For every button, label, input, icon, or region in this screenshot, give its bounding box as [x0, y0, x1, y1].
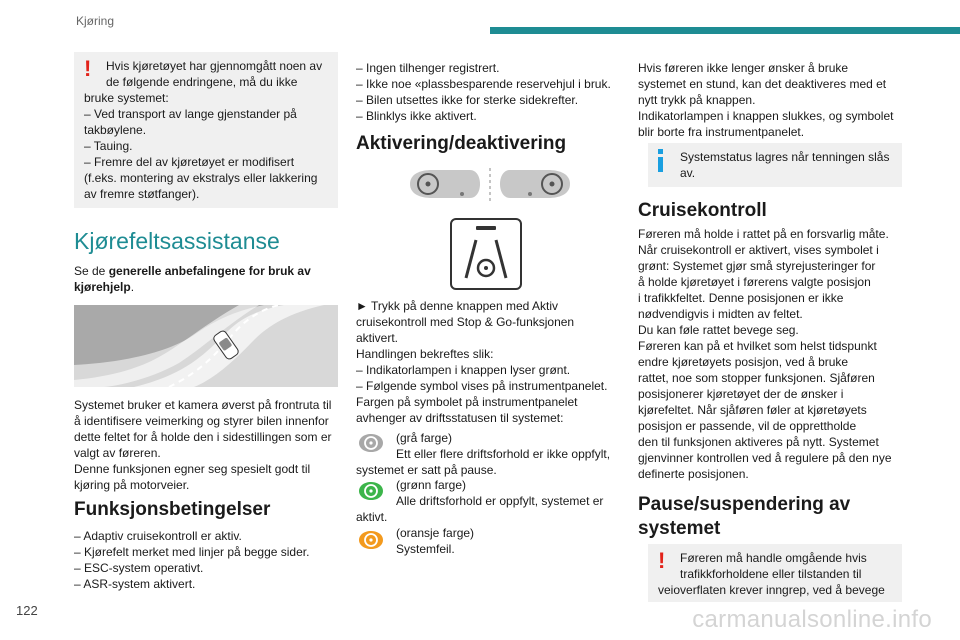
body-line: Føreren kan på et hvilket som helst tidspunkt [638, 339, 877, 353]
steering-wheel-controls-illustration [410, 164, 570, 204]
list-item: – Ingen tilhenger registrert. [356, 61, 500, 75]
heading-cruise-control: Cruisekontroll [638, 200, 767, 221]
status-label: (grønn farge) [396, 478, 467, 492]
body-line: blir borte fra instrumentpanelet. [638, 125, 805, 139]
body-line: avhenger av driftsstatusen til systemet: [356, 411, 564, 425]
warning-icon: ! [658, 548, 666, 573]
body-line: definerte posisjonen. [638, 467, 749, 481]
header-accent-bar [490, 27, 960, 34]
body-line: Handlingen bekreftes slik: [356, 347, 494, 361]
page-number: 122 [16, 603, 38, 618]
body-line: nødvendigvis i midten av feltet. [638, 307, 803, 321]
lane-assist-description [74, 397, 338, 493]
intro-bold: generelle anbefalingene for bruk av [108, 264, 311, 278]
cruise-control-description [638, 226, 902, 482]
warning-line: Hvis kjøretøyet har gjennomgått noen av [106, 59, 323, 73]
watermark: carmanualsonline.info [692, 606, 932, 633]
info-icon [658, 149, 664, 171]
body-line: Systemet bruker et kamera øverst på frontruta til [74, 398, 332, 412]
list-item: – ESC-system operativt. [74, 561, 204, 575]
warning-line: veioverflaten krever inngrep, ved å bevege [658, 583, 885, 597]
warning-line: bruke systemet: [84, 91, 169, 105]
warning-line: takbøylene. [84, 123, 147, 137]
warning-line: de følgende endringene, må du ikke [106, 75, 298, 89]
heading-pause-line: systemet [638, 518, 721, 539]
warning-line: av fremre støtfanger). [84, 187, 200, 201]
body-line: grønt: Systemet gjør små styrejusteringer for [638, 259, 876, 273]
body-line: Når cruisekontroll er aktivert, vises symbolet i [638, 243, 879, 257]
info-line: Systemstatus lagres når tenningen slås [680, 150, 890, 164]
body-line: kjørefeltet. Når sjåføren føler at kjøretøyets [638, 403, 867, 417]
body-line: i trafikkfeltet. Denne posisjonen er ikke [638, 291, 844, 305]
status-text: aktivt. [356, 510, 388, 524]
intro-prefix: Se de [74, 264, 109, 278]
list-item: – Bilen utsettes ikke for sterke sidekrefter. [356, 93, 579, 107]
list-item: – Kjørefelt merket med linjer på begge sider. [74, 545, 310, 559]
body-line: Fargen på symbolet på instrumentpanelet [356, 395, 578, 409]
status-label: (grå farge) [396, 431, 453, 445]
warning-line: – Fremre del av kjøretøyet er modifisert [84, 155, 295, 169]
body-line: Denne funksjonen egner seg spesielt godt til [74, 462, 311, 476]
intro-suffix: . [130, 280, 135, 294]
lane-camera-illustration [74, 305, 338, 387]
status-label: (oransje farge) [396, 526, 475, 540]
conditions-list-continued [356, 60, 618, 124]
body-line: posisjon er passende, vil de opprettholde [638, 419, 857, 433]
warning-icon: ! [84, 56, 92, 81]
warning-box-modifications [74, 52, 338, 208]
conditions-list [74, 528, 338, 592]
status-grey [356, 430, 618, 478]
status-text: Alle driftsforhold er oppfylt, systemet er [396, 494, 604, 508]
body-line: rattet, noe som stopper funksjonen. Sjåføren [638, 371, 875, 385]
heading-pause [638, 493, 850, 541]
lane-assist-intro [74, 263, 338, 295]
status-text: systemet er satt på pause. [356, 463, 497, 477]
body-line: – Følgende symbol vises på instrumentpanelet. [356, 379, 608, 393]
body-line: Du kan føle rattet bevege seg. [638, 323, 799, 337]
warning-line: – Ved transport av lange gjenstander på [84, 107, 297, 121]
list-item: – Adaptiv cruisekontroll er aktiv. [74, 529, 242, 543]
heading-pause-line: Pause/suspendering av [638, 494, 851, 515]
body-line: å identifisere veimerking og styrer bilen innenfor [74, 414, 329, 428]
body-line: aktivert. [356, 331, 399, 345]
body-line: gjenvinner kontrollen ved å regulere på den nye [638, 451, 892, 465]
warning-line: – Tauing. [84, 139, 133, 153]
body-line: Føreren må holde i rattet på en forsvarlig måte. [638, 227, 889, 241]
warning-box-pause [648, 544, 902, 602]
body-line: cruisekontroll med Stop & Go-funksjonen [356, 315, 575, 329]
info-line: av. [680, 166, 696, 180]
body-line: Indikatorlampen i knappen slukkes, og symbolet [638, 109, 894, 123]
body-line: endre kjøretøyets posisjon, ved å bruke [638, 355, 849, 369]
body-line: posisjonerer kjøretøyet der de ønsker i [638, 387, 844, 401]
body-line: systemet en stund, kan det deaktiveres med et [638, 77, 887, 91]
body-line: nytt trykk på knappen. [638, 93, 756, 107]
status-green [356, 477, 618, 525]
info-box-status-saved [648, 143, 902, 187]
lane-assist-button-icon [450, 218, 522, 290]
body-line: – Indikatorlampen i knappen lyser grønt. [356, 363, 571, 377]
warning-line: Føreren må handle omgående hvis [680, 551, 867, 565]
list-item: – Ikke noe «plassbesparende reservehjul i bruk. [356, 77, 611, 91]
list-item: – Blinklys ikke aktivert. [356, 109, 477, 123]
activation-description [356, 298, 618, 426]
deactivation-description [638, 60, 902, 140]
body-line: kjøring på motorveier. [74, 478, 190, 492]
heading-conditions: Funksjonsbetingelser [74, 499, 271, 520]
status-text: Ett eller flere driftsforhold er ikke oppfylt, [396, 447, 611, 461]
body-line: ► Trykk på denne knappen med Aktiv [356, 299, 558, 313]
warning-line: (f.eks. montering av ekstralys eller lakkering [84, 171, 318, 185]
warning-line: trafikkforholdene eller tilstanden til [680, 567, 862, 581]
list-item: – ASR-system aktivert. [74, 577, 196, 591]
body-line: å holde kjøretøyet i førerens valgte posisjon [638, 275, 871, 289]
body-line: den til funksjonen aktiveres på nytt. Systemet [638, 435, 879, 449]
heading-activation: Aktivering/deaktivering [356, 133, 567, 154]
status-orange [356, 525, 618, 557]
body-line: valgt av føreren. [74, 446, 161, 460]
body-line: Hvis føreren ikke lenger ønsker å bruke [638, 61, 849, 75]
status-text: Systemfeil. [396, 542, 455, 556]
heading-lane-assist: Kjørefeltsassistanse [74, 228, 280, 254]
body-line: dette feltet for å holde den i sidestillingen som er [74, 430, 332, 444]
intro-bold: kjørehjelp [74, 280, 131, 294]
section-header: Kjøring [76, 14, 115, 28]
